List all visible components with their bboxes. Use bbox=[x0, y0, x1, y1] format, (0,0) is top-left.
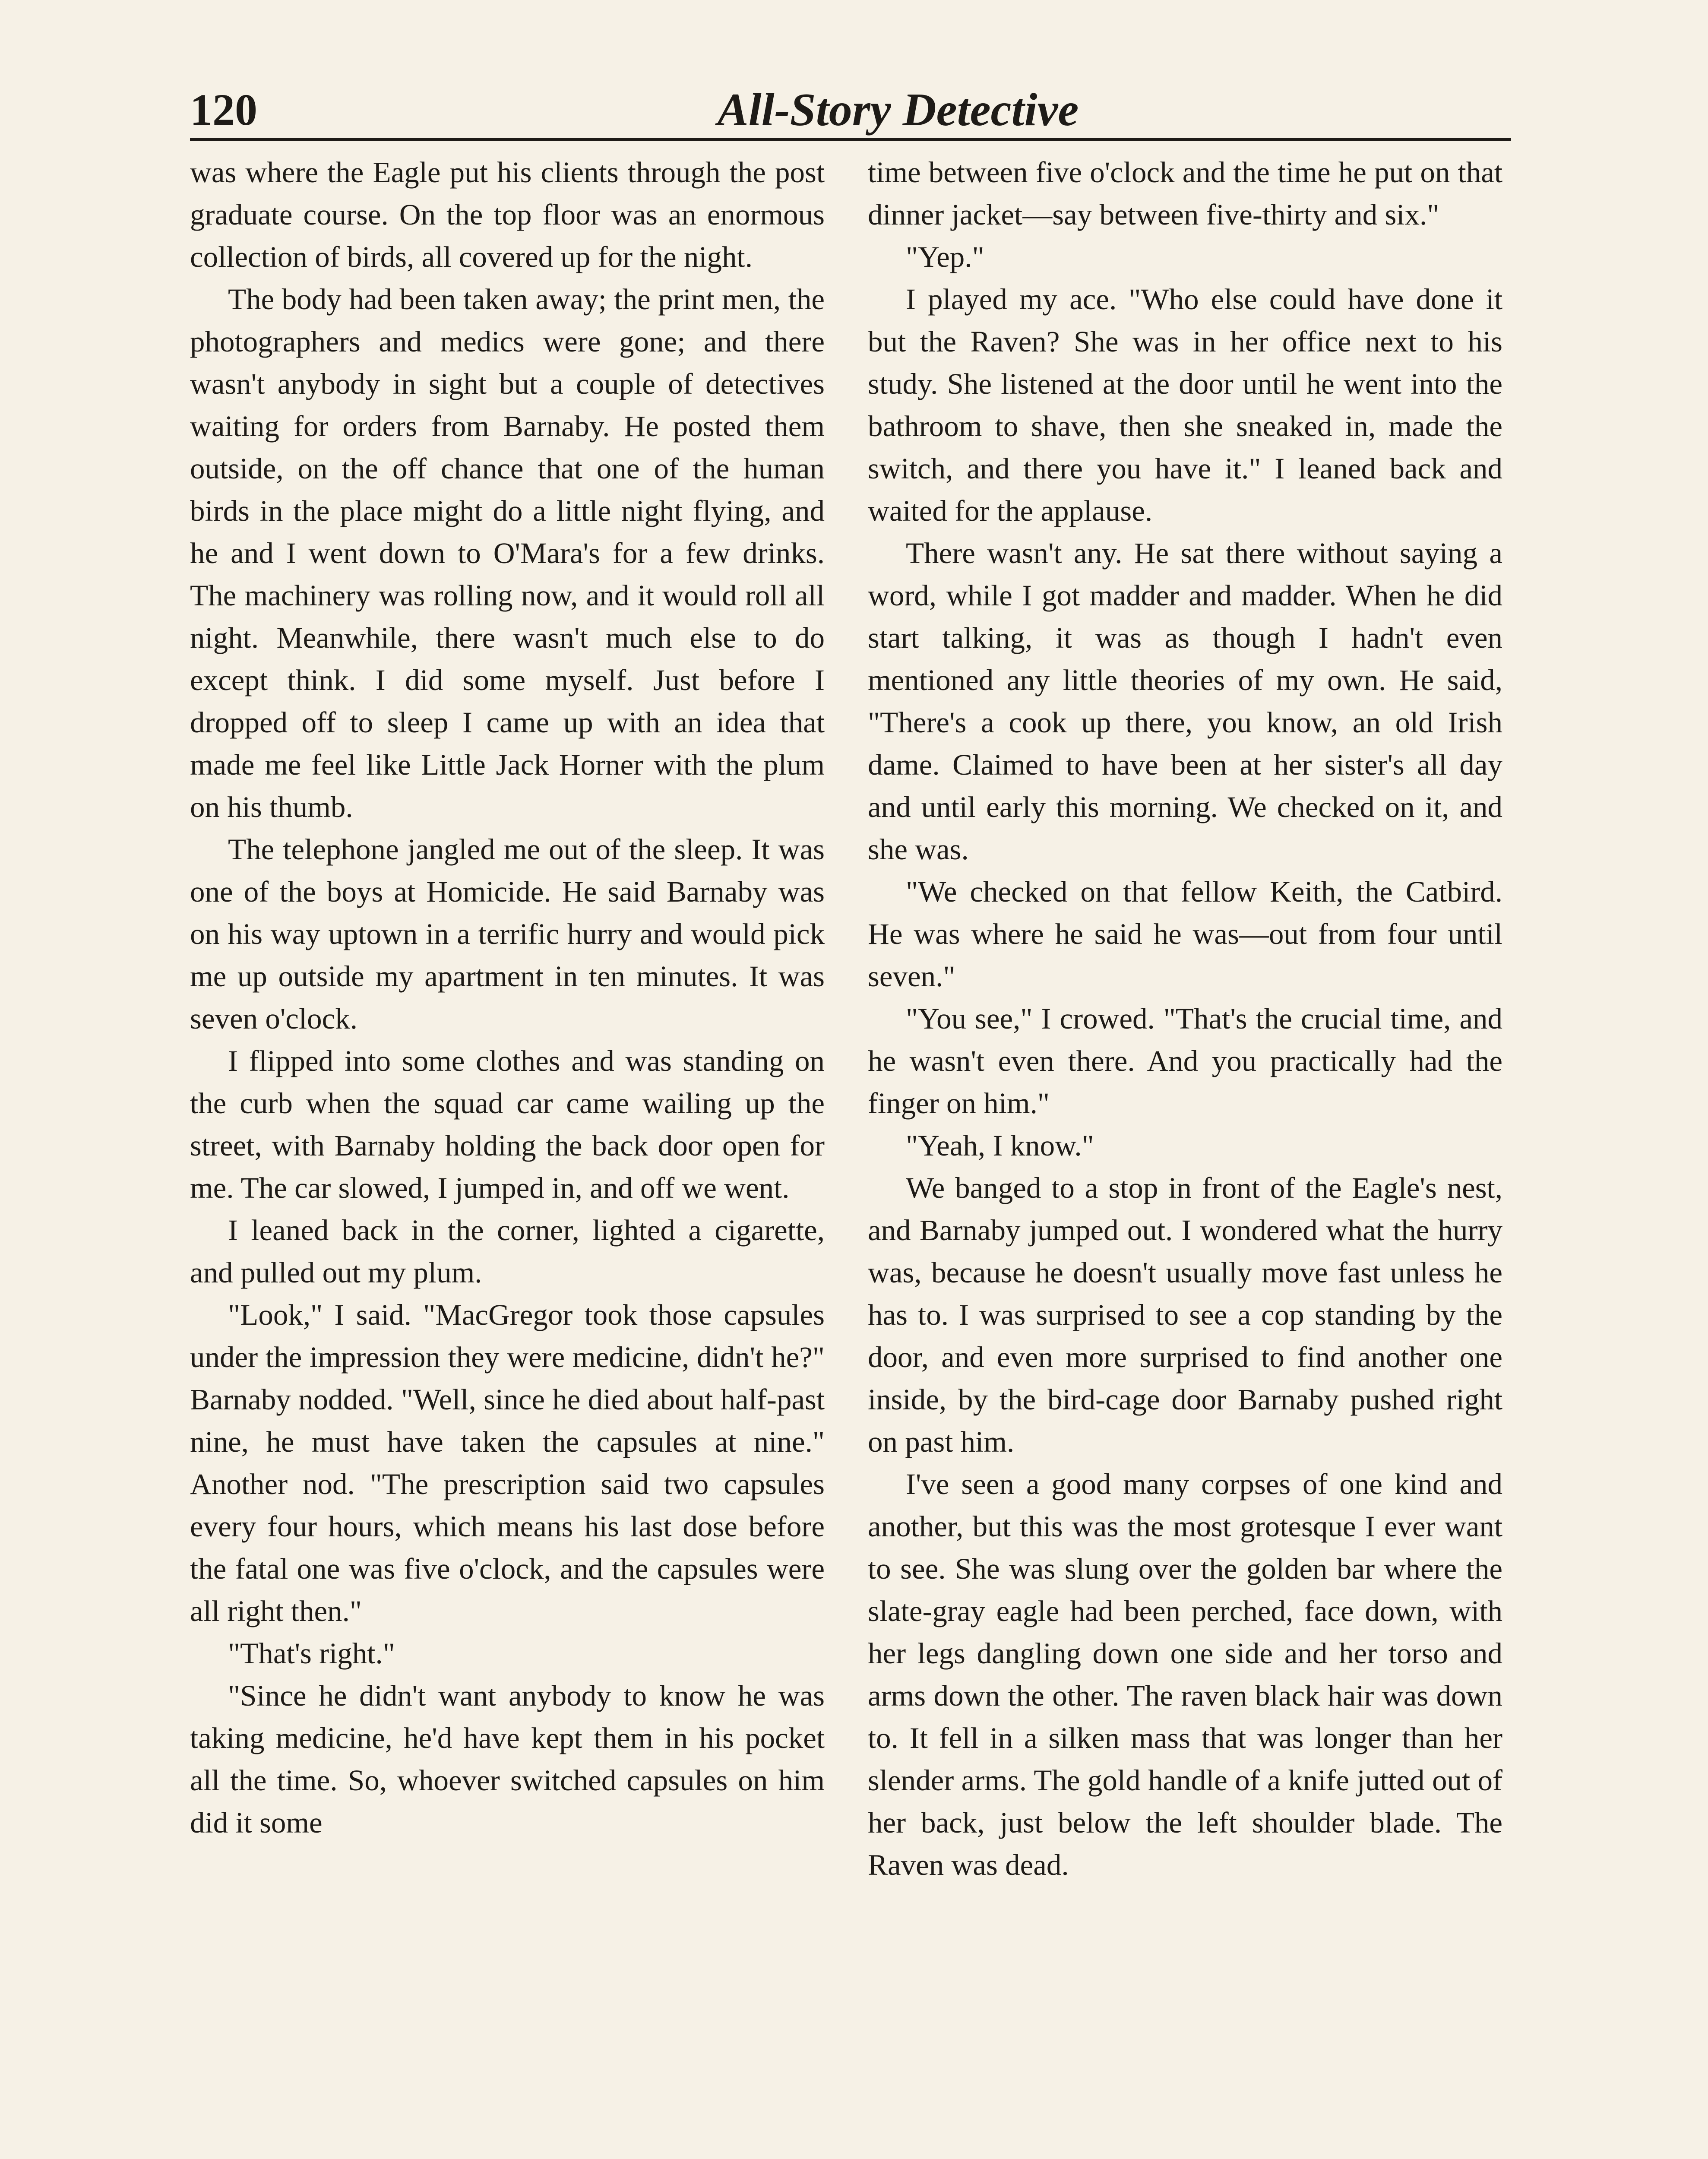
paragraph: The telephone jangled me out of the sleep. It was one of the boys at Homicide. He said Barnaby was on his way uptown in a terrific hurry and would pick me up outside my apartment in ten minutes. It was seven o'clock. bbox=[190, 833, 825, 1035]
paragraph: I leaned back in the corner, lighted a cigarette, and pulled out my plum. bbox=[190, 1214, 825, 1289]
paragraph: "Yeah, I know." bbox=[906, 1129, 1094, 1162]
right-column bbox=[868, 151, 1502, 1886]
paragraph: I flipped into some clothes and was standing on the curb when the squad car came wailing up the street, with Barnaby holding the back door open for me. The car slowed, I jumped in, and off we went. bbox=[190, 1045, 825, 1204]
page-header bbox=[190, 86, 1511, 141]
running-title: All-Story Detective bbox=[717, 84, 1079, 136]
paragraph: "We checked on that fellow Keith, the Catbird. He was where he said he was—out from four until seven." bbox=[868, 875, 1502, 993]
paragraph: "That's right." bbox=[228, 1637, 395, 1670]
paragraph: I've seen a good many corpses of one kind and another, but this was the most grotesque I ever want to see. She was slung over the golden bar where the slate-gray eagle had been perched, face down, with her legs dangling down one side and her torso and arms down the other. The raven black hair was down to. It fell in a silken mass that was longer than her slender arms. The gold handle of a knife jutted out of her back, just below the left shoulder blade. The Raven was dead. bbox=[868, 1468, 1502, 1881]
paragraph: The body had been taken away; the print men, the photographers and medics were gone; and there wasn't anybody in sight but a couple of detectives waiting for orders from Barnaby. He posted them outside, on the off chance that one of the human birds in the place might do a little night flying, and he and I went down to O'Mara's for a few drinks. The machinery was rolling now, and it would roll all night. Meanwhile, there wasn't much else to do except think. I did some myself. Just before I dropped off to sleep I came up with an idea that made me feel like Little Jack Horner with the plum on his thumb. bbox=[190, 283, 825, 823]
paragraph: We banged to a stop in front of the Eagle's nest, and Barnaby jumped out. I wondered what the hurry was, because he doesn't usually move fast unless he has to. I was surprised to see a cop standing by the door, and even more surprised to find another one inside, by the bird-cage door Barnaby pushed right on past him. bbox=[868, 1171, 1502, 1458]
paragraph: "You see," I crowed. "That's the crucial time, and he wasn't even there. And you practically had the finger on him." bbox=[868, 1002, 1502, 1120]
paragraph: There wasn't any. He sat there without saying a word, while I got madder and madder. When he did start talking, it was as though I hadn't even mentioned any little theories of my own. He said, "There's a cook up there, you know, an old Irish dame. Claimed to have been at her sister's all day and until early this morning. We checked on it, and she was. bbox=[868, 537, 1502, 866]
paragraph: "Since he didn't want anybody to know he was taking medicine, he'd have kept them in his pocket all the time. So, whoever switched capsules on him did it some bbox=[190, 1679, 825, 1839]
paragraph: "Yep." bbox=[906, 241, 984, 273]
paragraph: was where the Eagle put his clients through the post graduate course. On the top floor was an enormous collection of birds, all covered up for the night. bbox=[190, 156, 825, 273]
left-column bbox=[190, 151, 825, 1844]
paragraph: "Look," I said. "MacGregor took those capsules under the impression they were medicine, didn't he?" Barnaby nodded. "Well, since he died about half-past nine, he must have taken the capsules at nine." Another nod. "The prescription said two capsules every four hours, which means his last dose before the fatal one was five o'clock, and the capsules were all right then." bbox=[190, 1298, 825, 1627]
page-number: 120 bbox=[190, 85, 257, 135]
paragraph: time between five o'clock and the time he put on that dinner jacket—say between five-thirty and six." bbox=[868, 156, 1502, 231]
paragraph: I played my ace. "Who else could have done it but the Raven? She was in her office next to his study. She listened at the door until he went into the bathroom to shave, then she sneaked in, made the switch, and there you have it." I leaned back and waited for the applause. bbox=[868, 283, 1502, 527]
